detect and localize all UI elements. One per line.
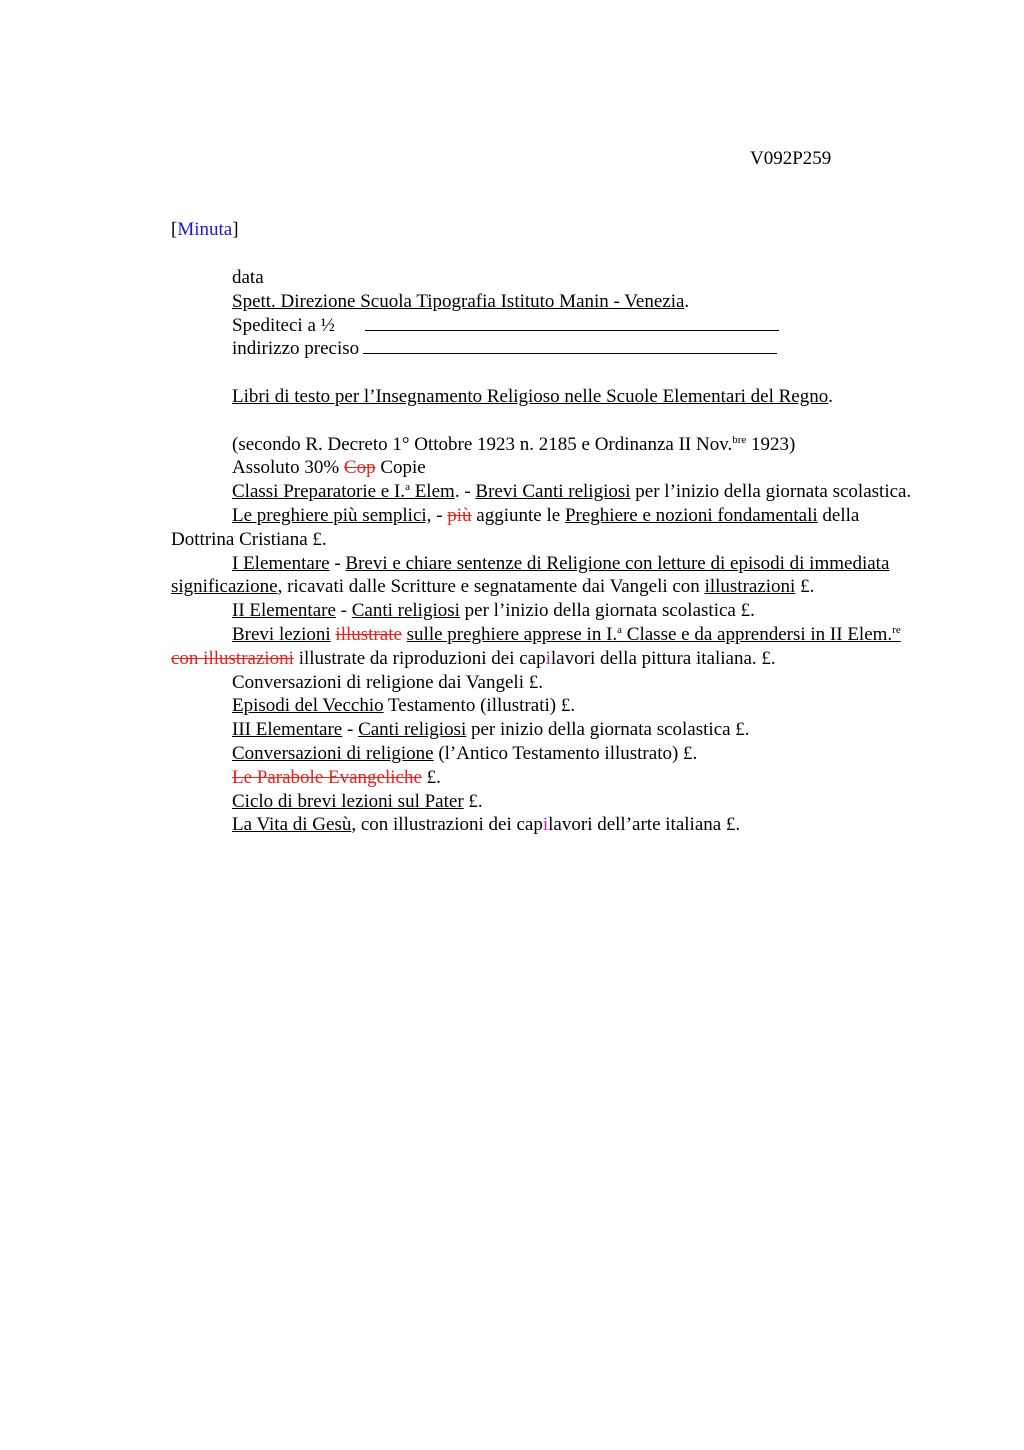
paragraph-preghiere: Le preghiere più semplici, - più aggiunte le Preghiere e nozioni fondamentali della Dottrina Cristiana £. <box>171 504 860 550</box>
line-assoluto: Assoluto 30% Cop Copie <box>232 457 426 479</box>
line-libri-title: Libri di testo per l’Insegnamento Religioso nelle Scuole Elementari del Regno. <box>232 385 833 407</box>
document-body <box>171 266 921 837</box>
paragraph-brevi: Brevi lezioni illustrate sulle preghiere apprese in I.$^a$ Classe e da apprendersi in II Elem.$^{re}$ con illustrazioni illustrate da riproduzioni dei capilavori della pittura italiana. £. <box>171 623 901 669</box>
line-address: Spett. Direzione Scuola Tipografia Istituto Manin - Venezia. <box>232 290 690 312</box>
deleted-text: Le Parabole Evangeliche <box>232 766 422 788</box>
blank-field <box>363 337 777 354</box>
minuta-label: [Minuta] <box>171 219 239 240</box>
minuta-text: Minuta <box>177 219 233 240</box>
document-id: V092P259 <box>750 148 832 169</box>
paragraph-seconda: II Elementare - Canti religiosi per l’inizio della giornata scolastica £. <box>232 600 755 622</box>
line-parabole: Le Parabole Evangeliche £. <box>232 766 441 788</box>
line-vita: La Vita di Gesù, con illustrazioni dei capilavori dell’arte italiana £. <box>232 814 741 836</box>
blank-field <box>365 314 779 331</box>
line-conversazioni: Conversazioni di religione (l’Antico Testamento illustrato) £. <box>232 742 698 764</box>
spacer <box>171 409 921 433</box>
line-send: Spediteci a ½ <box>232 314 921 338</box>
deleted-text: con illustrazioni <box>171 647 294 669</box>
line-terza: III Elementare - Canti religiosi per inizio della giornata scolastica £. <box>232 719 750 741</box>
spacer <box>171 361 921 385</box>
paragraph-prima: I Elementare - Brevi e chiare sentenze di Religione con letture di episodi di immediata significazione, ricavati dalle Scritture e segnatamente dai Vangeli con illustrazioni £. <box>171 552 890 598</box>
line-episodi: Episodi del Vecchio Testamento (illustrati) £. <box>232 695 576 717</box>
inserted-letter: i <box>545 647 551 669</box>
line-indirizzo: indirizzo preciso <box>232 337 921 361</box>
deleted-text: Cop <box>343 457 376 479</box>
line-decreto: (secondo R. Decreto 1° Ottobre 1923 n. 2185 e Ordinanza II Nov.$^{bre}$ 1923) <box>232 433 796 455</box>
deleted-text: più <box>447 504 472 526</box>
deleted-text: illustrate <box>335 623 402 645</box>
inserted-letter: i <box>542 814 549 836</box>
line-ciclo: Ciclo di brevi lezioni sul Pater £. <box>232 790 483 812</box>
line-conversazioni-vangeli: Conversazioni di religione dai Vangeli £. <box>232 671 543 693</box>
paragraph-classi: Classi Preparatorie e I.$^a$ Elem. - Brevi Canti religiosi per l’inizio della giornata scolastica. <box>232 481 912 503</box>
line-data: data <box>232 267 264 288</box>
